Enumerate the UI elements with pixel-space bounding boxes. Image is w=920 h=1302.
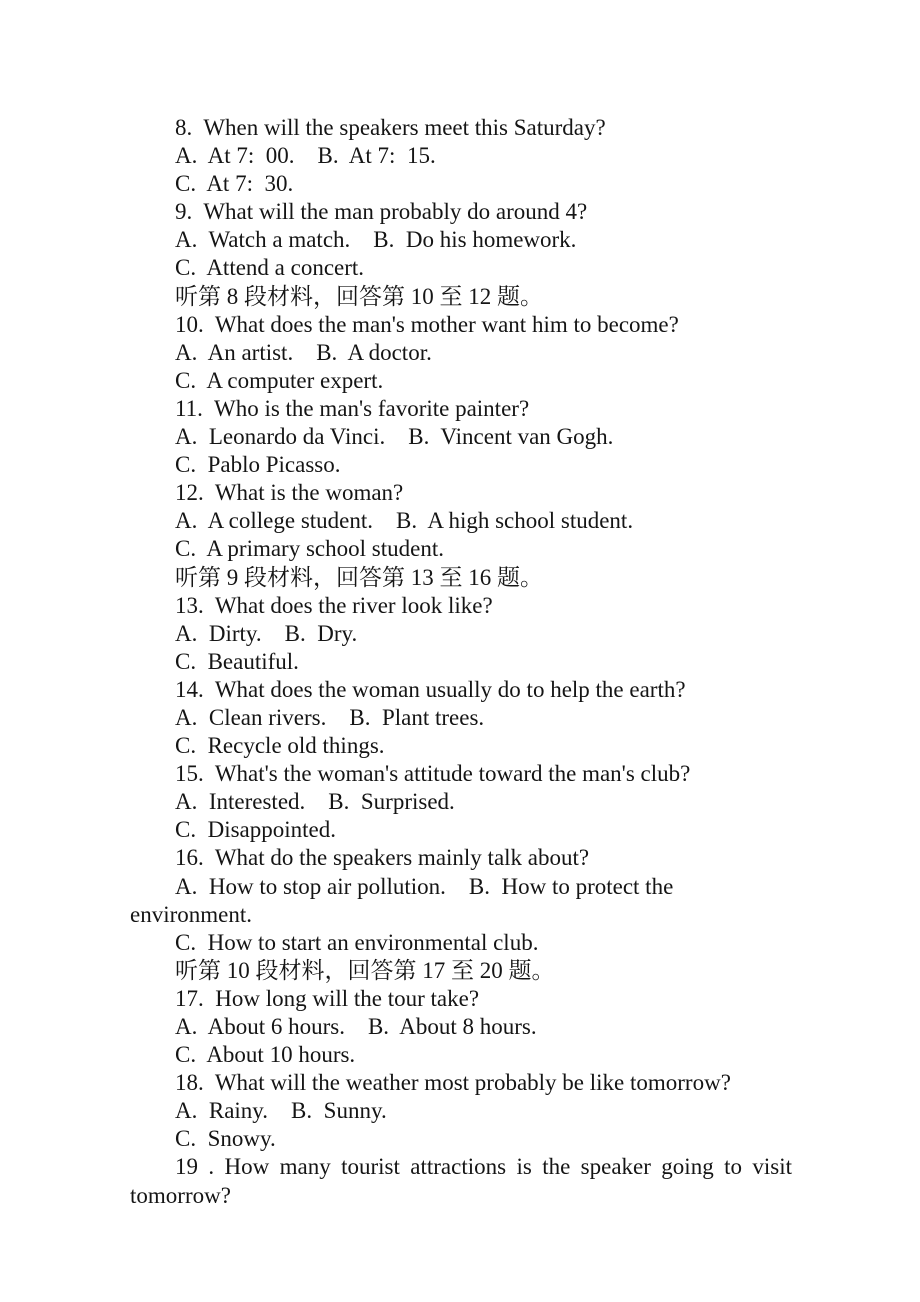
q17-options-a-b: A. About 6 hours. B. About 8 hours. bbox=[175, 1014, 537, 1039]
question-15: 15. What's the woman's attitude toward the man's club? bbox=[175, 761, 691, 787]
section-material-9: 听第 9 段材料，回答第 13 至 16 题。 bbox=[175, 564, 543, 590]
q11-option-c: C. Pablo Picasso. bbox=[175, 452, 341, 478]
question-8: 8. When will the speakers meet this Saturday? bbox=[175, 115, 606, 140]
question-19-line-2: tomorrow? bbox=[130, 1182, 231, 1208]
q8-options-a-b: A. At 7: 00. B. At 7: 15. bbox=[175, 143, 436, 169]
q12-option-c: C. A primary school student. bbox=[175, 536, 444, 562]
q8-option-c: C. At 7: 30. bbox=[175, 171, 294, 197]
q10-options-a-b: A. An artist. B. A doctor. bbox=[175, 339, 432, 365]
q13-option-c: C. Beautiful. bbox=[175, 648, 299, 674]
q14-option-c: C. Recycle old things. bbox=[175, 733, 385, 759]
q16-option-c: C. How to start an environmental club. bbox=[175, 929, 539, 955]
q15-options-a-b: A. Interested. B. Surprised. bbox=[175, 789, 455, 815]
q16-options-a-b: A. How to stop air pollution. B. How to protect the environment. bbox=[130, 873, 680, 927]
question-10: 10. What does the man's mother want him to become? bbox=[175, 311, 679, 337]
q17-option-c: C. About 10 hours. bbox=[175, 1042, 356, 1068]
q12-options-a-b: A. A college student. B. A high school student. bbox=[175, 508, 634, 534]
q18-options-a-b: A. Rainy. B. Sunny. bbox=[175, 1098, 387, 1124]
q13-options-a-b: A. Dirty. B. Dry. bbox=[175, 620, 358, 646]
question-14: 14. What does the woman usually do to help the earth? bbox=[175, 676, 686, 702]
section-material-8: 听第 8 段材料，回答第 10 至 12 题。 bbox=[175, 283, 543, 309]
q9-options-a-b: A. Watch a match. B. Do his homework. bbox=[175, 227, 577, 253]
question-18: 18. What will the weather most probably be like tomorrow? bbox=[175, 1070, 731, 1096]
question-16: 16. What do the speakers mainly talk about? bbox=[175, 845, 590, 871]
question-19-line-1: 19 . How many tourist attractions is the speaker going to visit bbox=[175, 1154, 792, 1180]
q18-option-c: C. Snowy. bbox=[175, 1126, 276, 1152]
q15-option-c: C. Disappointed. bbox=[175, 817, 336, 843]
question-17: 17. How long will the tour take? bbox=[175, 985, 480, 1011]
exam-text-block bbox=[130, 114, 792, 1210]
q11-options-a-b: A. Leonardo da Vinci. B. Vincent van Gogh. bbox=[175, 424, 614, 450]
q9-option-c: C. Attend a concert. bbox=[175, 255, 365, 281]
q10-option-c: C. A computer expert. bbox=[175, 367, 384, 393]
question-12: 12. What is the woman? bbox=[175, 480, 404, 506]
question-11: 11. Who is the man's favorite painter? bbox=[175, 395, 530, 421]
section-material-10: 听第 10 段材料，回答第 17 至 20 题。 bbox=[175, 957, 555, 983]
question-13: 13. What does the river look like? bbox=[175, 592, 493, 618]
question-9: 9. What will the man probably do around 4? bbox=[175, 199, 588, 225]
q14-options-a-b: A. Clean rivers. B. Plant trees. bbox=[175, 704, 485, 730]
